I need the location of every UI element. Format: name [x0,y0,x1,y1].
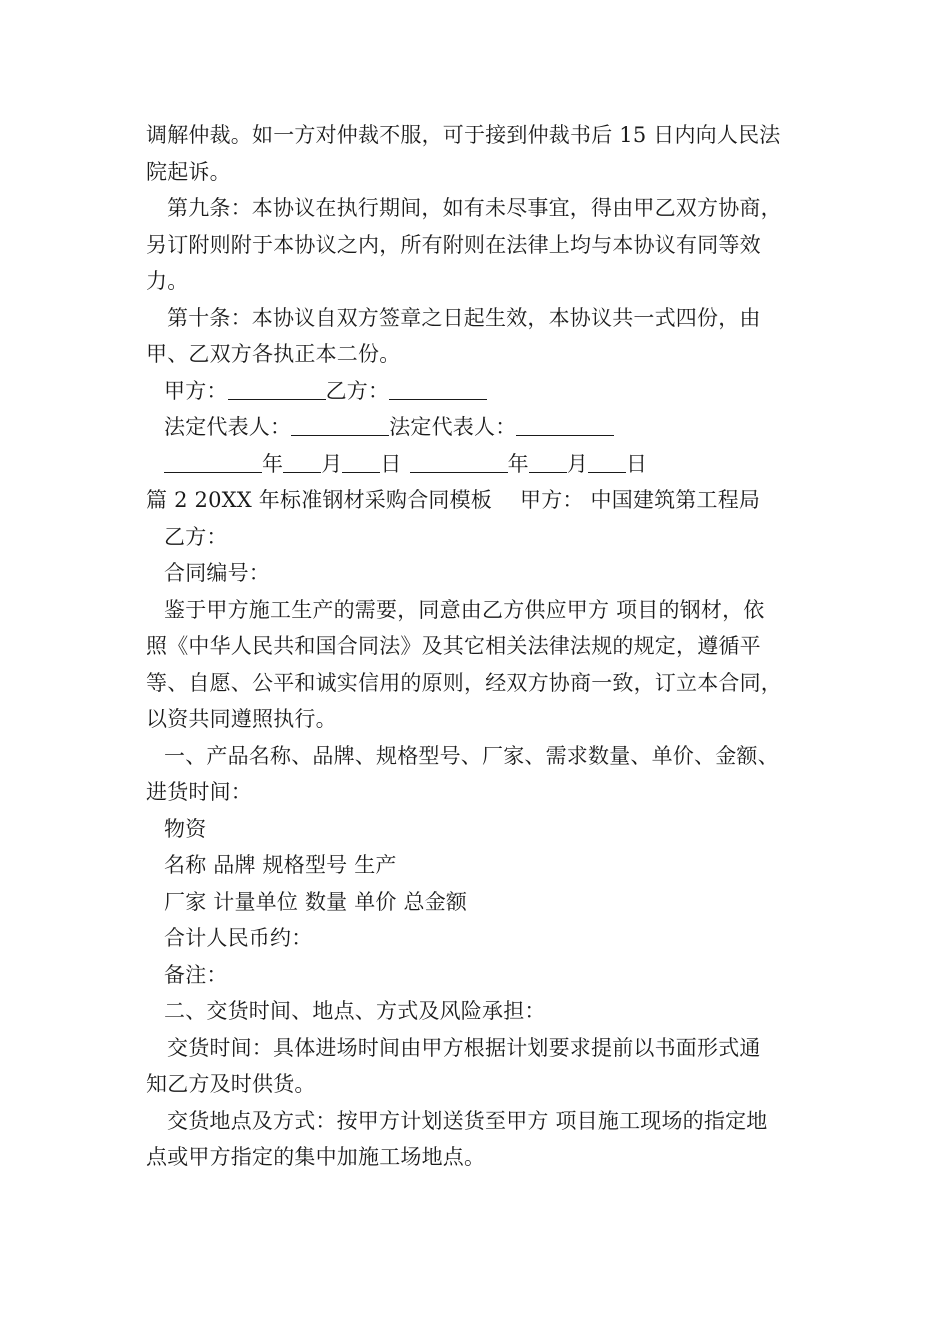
text-line: 调解仲裁。如一方对仲裁不服，可于接到仲裁书后 15 日内向人民法 [146,123,781,147]
clause-one-heading: 一、产品名称、品牌、规格型号、厂家、需求数量、单价、金额、 [164,743,779,768]
total-line: 合计人民币约： [164,926,313,950]
text-line: 力。 [146,269,189,293]
document-body [146,117,826,1176]
party-a-label: 甲方： [164,378,228,403]
date-a-day-blank [342,452,380,473]
clause-one-heading-cont: 进货时间： [146,780,252,804]
rep-b-label: 法定代表人： [389,415,517,439]
intro-line: 照《中华人民共和国合同法》及其它相关法律法规的规定，遵循平 [146,634,761,658]
date-b-year-blank [410,452,508,473]
delivery-time-line: 知乙方及时供货。 [146,1072,316,1096]
article-ten: 第十条：本协议自双方签章之日起生效，本协议共一式四份，由 [167,305,761,330]
date-a-year-blank [164,452,262,473]
date-a-month-blank [283,452,321,473]
rep-a-blank [291,415,389,436]
contract-number-line: 合同编号： [164,561,270,585]
year-label: 年 [262,451,284,476]
delivery-time-line: 交货时间：具体进场时间由甲方根据计划要求提前以书面形式通 [167,1035,761,1060]
section-title: 篇 2 20XX 年标准钢材采购合同模板 [146,488,493,512]
rep-b-blank [516,415,614,436]
party-a-blank [228,379,326,400]
party-b-line: 乙方： [164,524,228,549]
text-line: 甲、乙双方各执正本二份。 [146,342,401,366]
table-line: 物资 [164,816,207,841]
clause-two-heading: 二、交货时间、地点、方式及风险承担： [164,999,546,1023]
date-b-day-blank [588,452,626,473]
date-b-month-blank [529,452,567,473]
month-label: 月 [321,451,343,476]
delivery-place-line: 点或甲方指定的集中加施工场地点。 [146,1145,486,1169]
table-line: 厂家 计量单位 数量 单价 总金额 [164,889,468,914]
party-b-label: 乙方： [325,378,390,403]
section-heading [146,482,826,519]
rep-a-label: 法定代表人： [164,415,292,439]
table-line: 名称 品牌 规格型号 生产 [164,853,397,877]
signature-rep-line [146,409,826,446]
year-label: 年 [507,451,529,476]
text-line: 另订附则附于本协议之内，所有附则在法律上均与本协议有同等效 [146,232,761,257]
intro-line: 鉴于甲方施工生产的需要，同意由乙方供应甲方 项目的钢材，依 [164,597,765,622]
month-label: 月 [566,451,589,476]
party-b-blank [389,379,487,400]
intro-line: 以资共同遵照执行。 [146,707,337,731]
delivery-place-line: 交货地点及方式：按甲方计划送货至甲方 项目施工现场的指定地 [167,1108,768,1133]
remarks-line: 备注： [164,962,228,987]
signature-date-line [146,446,826,483]
day-label: 日 [626,451,648,476]
intro-line: 等、自愿、公平和诚实信用的原则，经双方协商一致，订立本合同， [146,670,782,695]
day-label: 日 [380,451,402,476]
signature-party-line [146,373,826,410]
section-party-a: 甲方： 中国建筑第工程局 [520,488,761,512]
text-line: 院起诉。 [146,159,231,184]
article-nine: 第九条：本协议在执行期间，如有未尽事宜，得由甲乙双方协商， [167,196,782,220]
